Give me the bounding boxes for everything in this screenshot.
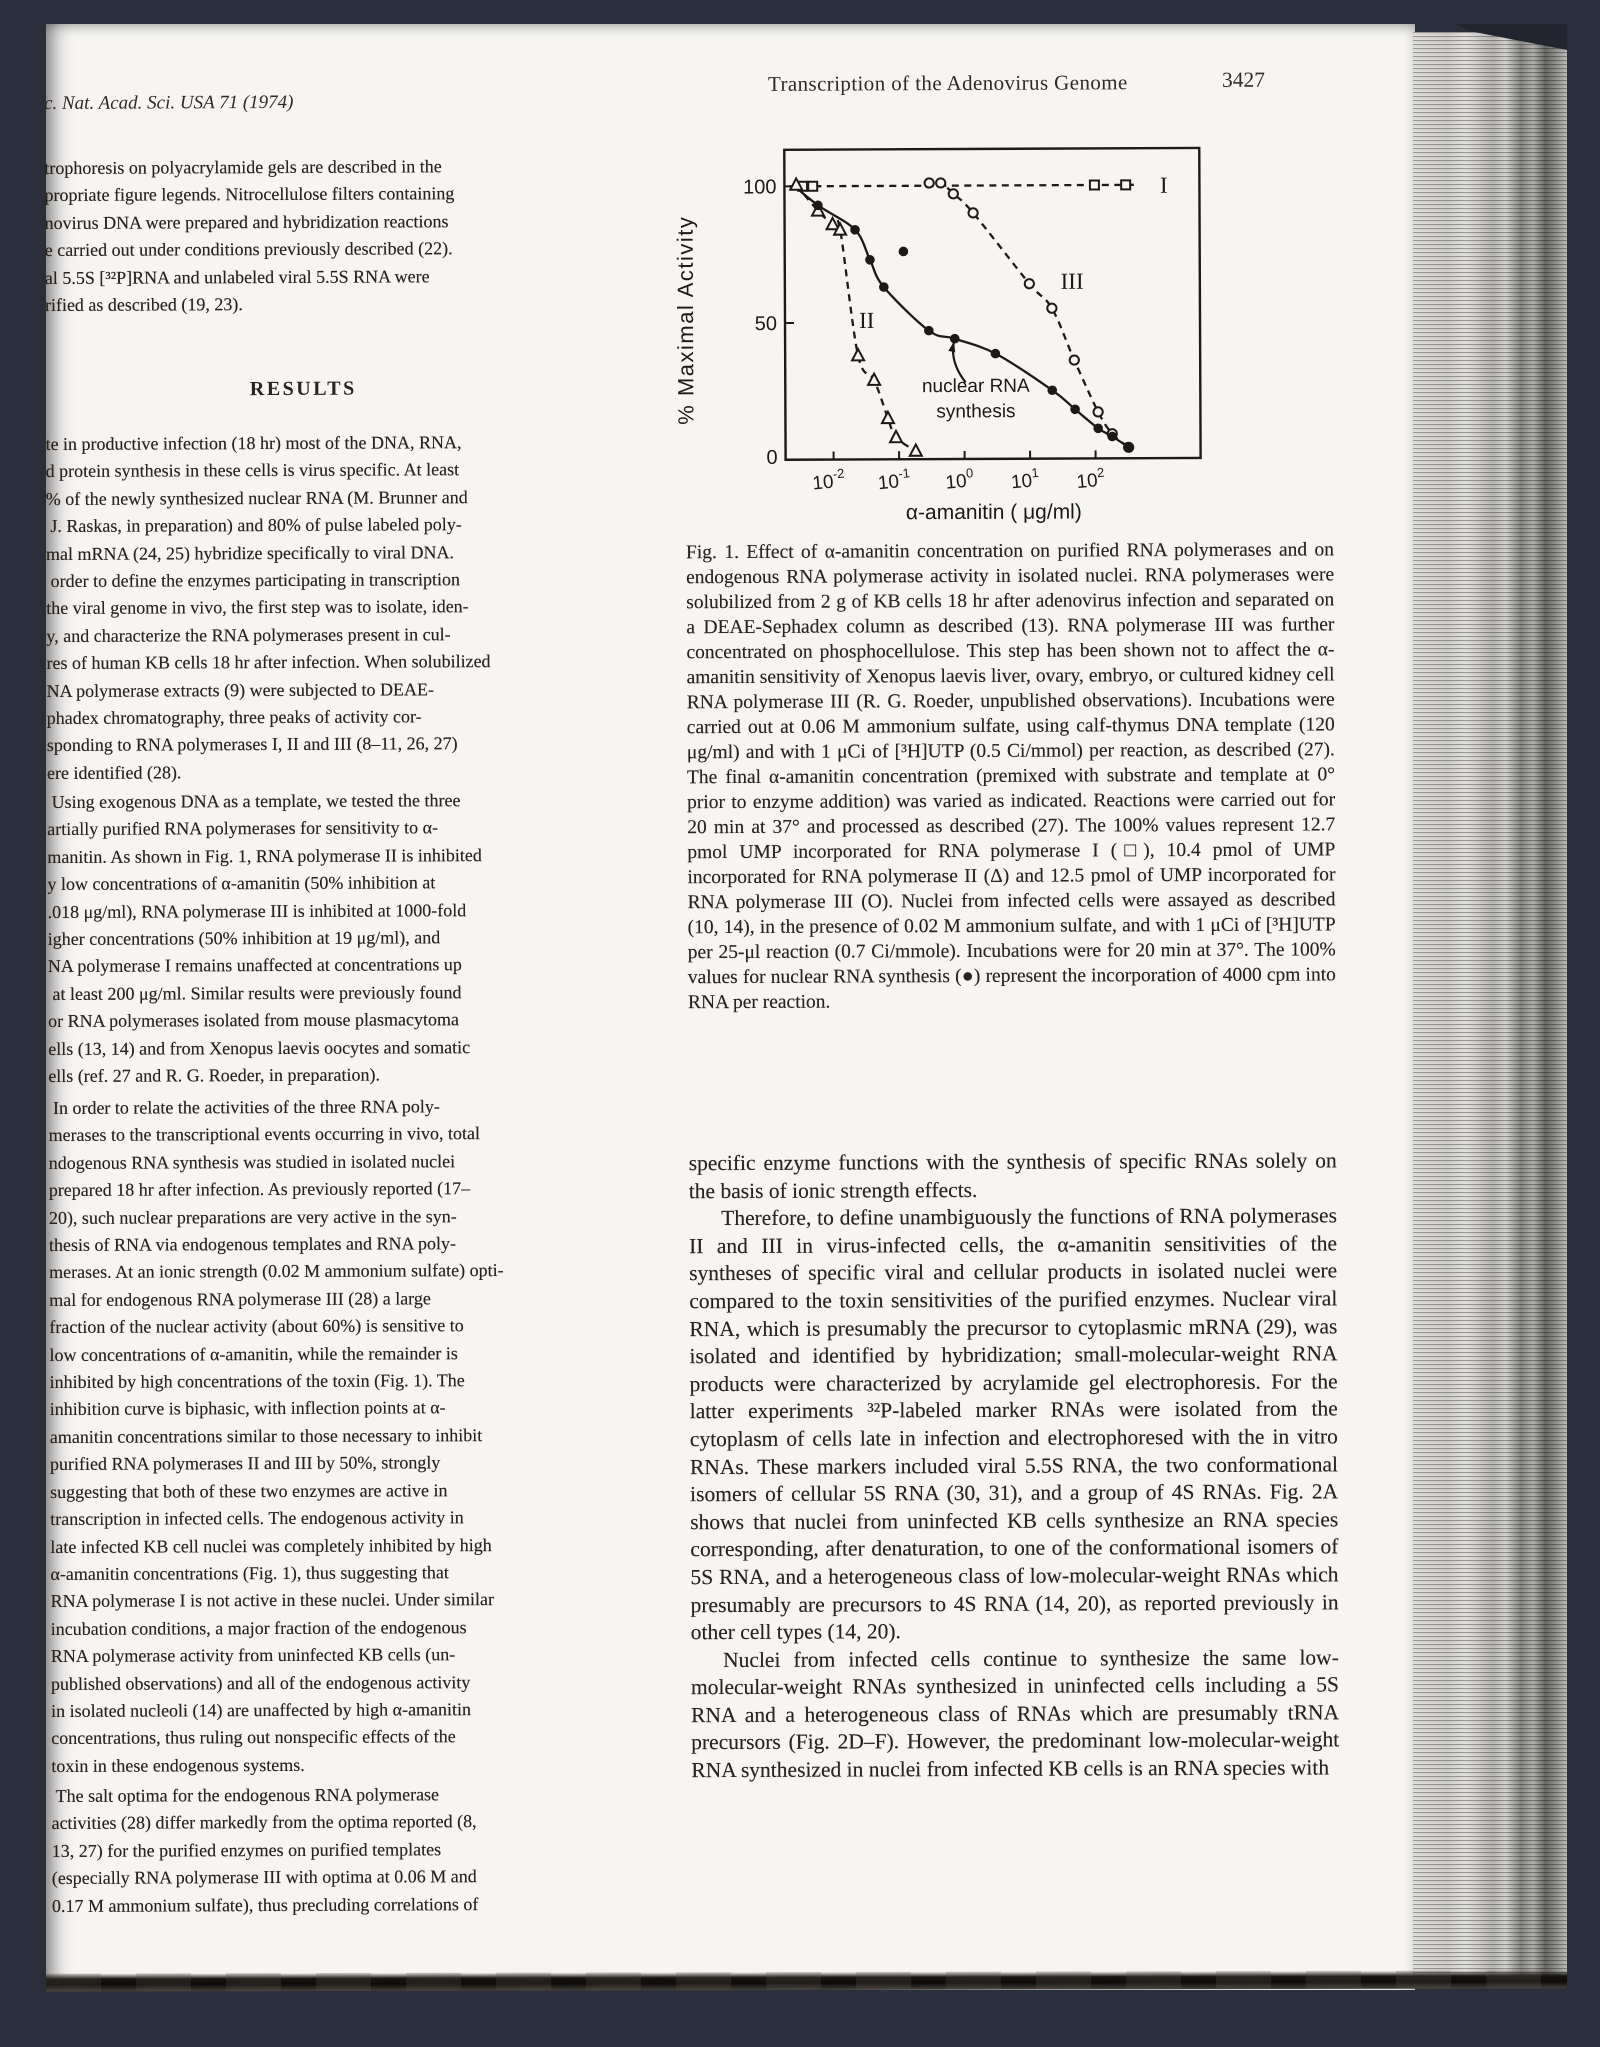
data-point-filled-circle (991, 349, 1001, 359)
series-label-II: II (859, 307, 875, 333)
page-bottom-edge (46, 1970, 1567, 1991)
x-tick-label: $10^{-2}$ (811, 465, 846, 495)
paragraph: trophoresis on polyacrylamide gels are described in the propriate figure legends. Nitrocellulose filters containing novirus DNA were prepared and hybridization reactions e carried out under conditions previously described (22). al 5.5S [³²P]RNA and unlabeled viral 5.5S RNA were rified as described (19, 23). (44, 156, 455, 316)
series-label-I: I (1159, 172, 1168, 198)
data-point-open-square (1121, 180, 1130, 189)
left-column-paragraph-3 (47, 787, 564, 1091)
data-point-outlier (899, 247, 909, 257)
data-point-open-circle (1070, 355, 1079, 364)
data-point-open-circle (925, 178, 934, 187)
data-point-open-circle (936, 178, 945, 187)
data-point-open-triangle (868, 374, 880, 385)
page-content (42, 21, 1420, 1993)
data-point-filled-circle (813, 201, 823, 211)
data-point-filled-circle (924, 326, 934, 336)
page-number: 3427 (1221, 67, 1266, 92)
paragraph: Nuclei from infected cells continue to synthesize the same low-molecular-weight RNAs synthesized in uninfected cells including a 5S RNA and a heterogeneous class of RNAs which are presumably tRNA precursors (Fig. 2D–F). However, the predominant low-molecular-weight RNA synthesized in nuclei from infected KB cells is an RNA species with (690, 1645, 1340, 1783)
data-point-filled-circle (1124, 443, 1134, 453)
data-point-filled-circle (1047, 385, 1057, 395)
figure-1-chart (604, 108, 1206, 541)
annotation-text: nuclear RNA (921, 375, 1030, 398)
data-point-open-triangle (890, 431, 902, 442)
paragraph: Using exogenous DNA as a template, we tested the three artially purified RNA polymerases for sensitivity to α- manitin. As shown in Fig. 1, RNA polymerase II is inhibited y low concentrations of α-amanitin (50% inhibition at .018 μg/ml), RNA polymerase III is inhibited at 1000-fold igher concentrations (50% inhibition at 19 μg/ml), and NA polymerase I remains unaffected at concentrations up at least 200 μg/ml. Similar results were previously found or RNA polymerases isolated from mouse plasmacytoma ells (13, 14) and from Xenopus laevis oocytes and somatic ells (ref. 27 and R. G. Roeder, in preparation). (47, 790, 482, 1087)
page-scan (46, 24, 1415, 1990)
x-tick-label: $10^2$ (1075, 464, 1105, 494)
data-point-open-circle (1047, 304, 1056, 313)
left-column-paragraph-5 (51, 1781, 568, 1920)
data-point-open-circle (1025, 279, 1034, 288)
data-point-open-square (1090, 180, 1099, 189)
data-point-open-triangle (852, 349, 864, 360)
data-point-filled-circle (1093, 423, 1103, 433)
data-point-open-square (808, 182, 817, 191)
figure-1-caption: Fig. 1. Effect of α-amanitin concentration on purified RNA polymerases and on endogenous RNA polymerase activity in isolated nuclei. RNA polymerases were solubilized from 2 g of KB cells 18 hr after adenovirus infection and separated on a DEAE-Sephadex column as described (13). RNA polymerase III was further concentrated on phosphocellulose. This step has been shown not to affect the α-amanitin sensitivity of Xenopus laevis liver, ovary, embryo, or cultured kidney cell RNA polymerase III (R. G. Roeder, unpublished observations). Incubations were carried out at 0.06 M ammonium sulfate, using calf-thymus DNA template (120 μg/ml) and with 1 μCi of [³H]UTP (0.5 Ci/mmol) per reaction, as described (27). The final α-amanitin concentration (premixed with substrate and template at 0° prior to enzyme addition) was varied as indicated. Reactions were carried out for 20 min at 37° and processed as described (27). The 100% values represent 12.7 pmol UMP incorporated for RNA polymerase I (□), 10.4 pmol of UMP incorporated for RNA polymerase II (Δ) and 12.5 pmol of UMP incorporated for RNA polymerase III (O). Nuclei from infected cells were assayed as described (10, 14), in the presence of 0.02 M ammonium sulfate, and with 1 μCi of [³H]UTP per 25-μl reaction (0.7 Ci/mmole). Incubations were for 20 min at 37°. The 100% values for nuclear RNA synthesis (●) represent the incorporation of 4000 cpm into RNA per reaction. (685, 539, 1336, 1014)
paragraph: specific enzyme functions with the synthesis of specific RNAs solely on the basis of ionic strength effects. (688, 1148, 1337, 1203)
series-line-I (789, 185, 1137, 187)
y-axis-label: % Maximal Activity (672, 215, 699, 425)
data-point-filled-circle (850, 225, 860, 235)
x-tick-label: $10^0$ (944, 465, 974, 494)
left-column-paragraph-2 (45, 429, 563, 788)
data-point-open-triangle (910, 444, 922, 455)
series-line-II (796, 184, 916, 451)
left-column-intro-paragraph (44, 153, 561, 320)
paragraph: The salt optima for the endogenous RNA polymerase activities (28) differ markedly from the optima reported (8, 13, 27) for the purified enzymes on purified templates (especially RNA polymerase III with optima at 0.06 M and 0.17 M ammonium sulfate), thus precluding correlations of (51, 1784, 479, 1916)
y-tick-label: 0 (766, 446, 778, 469)
left-column-paragraph-4 (48, 1093, 567, 1780)
x-tick-label: $10^{-1}$ (877, 465, 911, 495)
data-point-filled-circle (879, 282, 889, 292)
y-tick-label: 50 (754, 313, 778, 336)
data-point-filled-circle (1070, 404, 1080, 414)
right-column-body (689, 1147, 1340, 1784)
x-axis-label: α-amanitin ( μg/ml) (905, 500, 1082, 525)
journal-line: c. Nat. Acad. Sci. USA 71 (1974) (44, 91, 294, 114)
book-fore-edge (1413, 32, 1567, 1988)
paragraph: te in productive infection (18 hr) most of the DNA, RNA, d protein synthesis in these cells is virus specific. At least % of the newly synthesized nuclear RNA (M. Brunner and J. Raskas, in preparation) and 80% of pulse labeled poly- mal mRNA (24, 25) hybridize specifically to viral DNA. order to define the enzymes participating in transcription the viral genome in vivo, the first step was to isolate, iden- y, and characterize the RNA polymerases present in cul- res of human KB cells 18 hr after infection. When solubilized NA polymerase extracts (9) were subjected to DEAE- phadex chromatography, three peaks of activity cor- sponding to RNA polymerases I, II and III (8–11, 26, 27) ere identified (28). (45, 432, 491, 783)
data-point-filled-circle (865, 255, 875, 265)
x-tick-label: $10^1$ (1010, 464, 1040, 494)
series-label-III: III (1060, 268, 1084, 294)
data-point-open-circle (968, 208, 977, 217)
y-tick-label: 100 (743, 176, 777, 199)
running-title: Transcription of the Adenovirus Genome (767, 70, 1128, 96)
data-point-filled-circle (1107, 432, 1117, 442)
annotation-text: synthesis (936, 401, 1016, 423)
paragraph: In order to relate the activities of the three RNA poly- merases to the transcriptional events occurring in vivo, total ndogenous RNA synthesis was studied in isolated nuclei prepared 18 hr after infection. As previously reported (17– 20), such nuclear preparations are very active in the syn- thesis of RNA via endogenous templates and RNA poly- merases. At an ionic strength (0.02 M ammonium sulfate) opti- mal for endogenous RNA polymerase III (28) a large fraction of the nuclear activity (about 60%) is sensitive to low concentrations of α-amanitin, while the remainder is inhibited by high concentrations of the toxin (Fig. 1). The inhibition curve is biphasic, with inflection points at α- amanitin concentrations similar to those necessary to inhibit purified RNA polymerases II and III by 50%, strongly suggesting that both of these two enzymes are active in transcription in infected cells. The endogenous activity in late infected KB cell nuclei was completely inhibited by high α-amanitin concentrations (Fig. 1), thus suggesting that RNA polymerase I is not active in these nuclei. Under similar incubation conditions, a major fraction of the endogenous RNA polymerase activity from uninfected KB cells (un- published observations) and all of the endogenous activity in isolated nucleoli (14) are unaffected by high α-amanitin concentrations, thus ruling out nonspecific effects of the toxin in these endogenous systems. (48, 1096, 504, 1776)
figure-1 (604, 108, 1206, 541)
data-point-open-circle (1093, 407, 1102, 416)
data-point-open-triangle (882, 412, 894, 423)
results-heading: RESULTS (249, 377, 357, 401)
paragraph: Therefore, to define unambiguously the functions of RNA polymerases II and III in virus-infected cells, the α-amanitin sensitivities of the syntheses of specific viral and cellular products in isolated nuclei were compared to the toxin sensitivities of the purified enzymes. Nuclear viral RNA, which is presumably the precursor to cytoplasmic mRNA (29), was isolated and identified by hybridization; small-molecular-weight RNA products were characterized by acrylamide gel electrophoresis. For the latter experiments ³²P-labeled marker RNAs were isolated from the cytoplasm of cells late in infection and electrophoresed with the in vitro RNAs. These markers included viral 5.5S RNA, the two conformational isomers of cellular 5S RNA (30, 31), and a group of 4S RNAs. Fig. 2A shows that nuclei from uninfected KB cells synthesize an RNA species corresponding, after denaturation, to one of the conformational isomers of 5S RNA, and a heterogeneous class of low-molecular-weight RNAs which presumably are precursors to 4S RNA (14, 20), as reported previously in other cell types (14, 20). (688, 1203, 1339, 1645)
data-point-open-circle (949, 189, 958, 198)
